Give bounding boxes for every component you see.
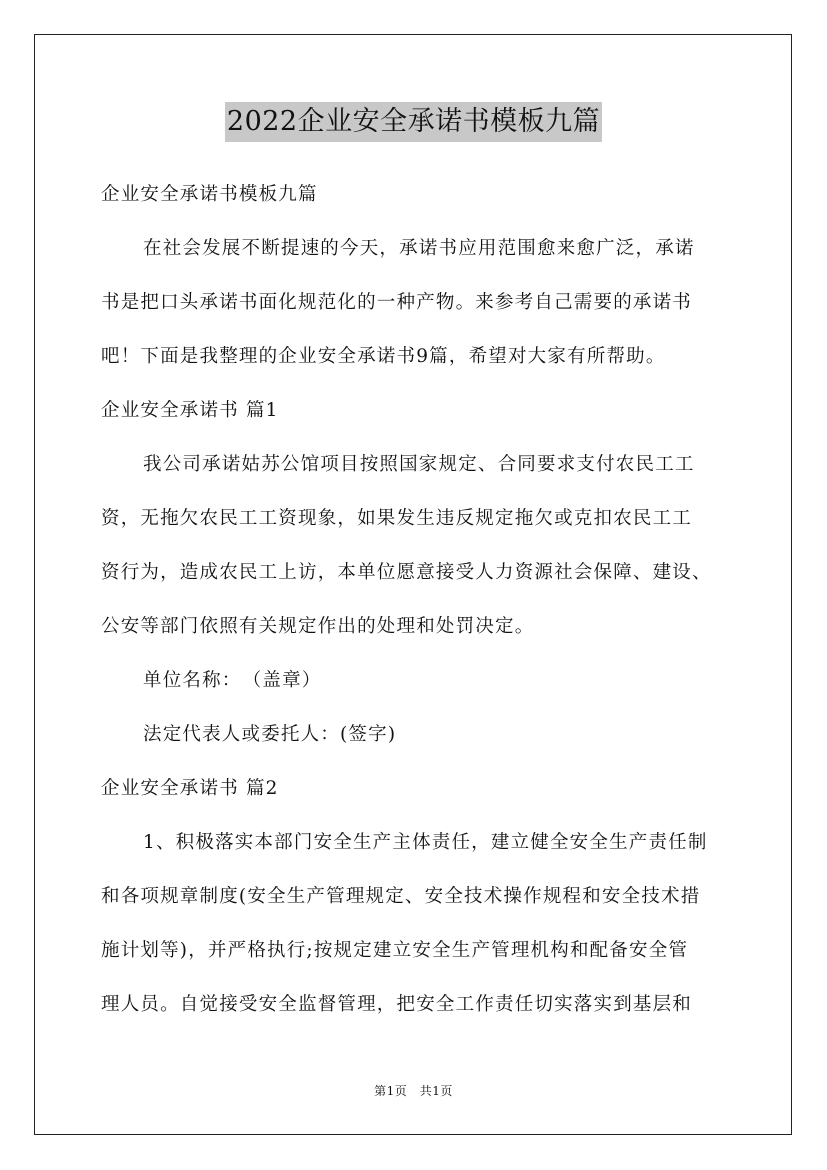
intro-line: 书是把口头承诺书面化规范化的一种产物。来参考自己需要的承诺书 [101, 292, 693, 313]
paragraph-line: 1、积极落实本部门安全生产主体责任，建立健全安全生产责任制 [143, 832, 708, 853]
section-heading: 企业安全承诺书 篇1 [101, 400, 279, 421]
intro-line: 在社会发展不断提速的今天，承诺书应用范围愈来愈广泛，承诺 [143, 238, 695, 259]
section-heading: 企业安全承诺书 篇2 [101, 778, 279, 799]
paragraph-line: 公安等部门依照有关规定作出的处理和处罚决定。 [101, 616, 535, 637]
page-number-footer: 第1页 共1页 [374, 1084, 453, 1098]
paragraph-line: 资行为，造成农民工上访，本单位愿意接受人力资源社会保障、建设、 [101, 562, 712, 583]
paragraph-line: 和各项规章制度(安全生产管理规定、安全技术操作规程和安全技术措 [101, 886, 701, 907]
title-container [0, 102, 827, 142]
intro-line: 吧！下面是我整理的企业安全承诺书9篇，希望对大家有所帮助。 [101, 346, 666, 367]
paragraph-line: 资，无拖欠农民工工资现象，如果发生违反规定拖欠或克扣农民工工 [101, 508, 693, 529]
document-title: 2022企业安全承诺书模板九篇 [225, 102, 602, 142]
unit-name-field: 单位名称： （盖章） [143, 670, 322, 691]
paragraph-line: 理人员。自觉接受安全监督管理，把安全工作责任切实落实到基层和 [101, 994, 693, 1015]
document-subtitle: 企业安全承诺书模板九篇 [101, 184, 318, 205]
paragraph-line: 施计划等)，并严格执行;按规定建立安全生产管理机构和配备安全管 [101, 940, 689, 961]
paragraph-line: 我公司承诺姑苏公馆项目按照国家规定、合同要求支付农民工工 [143, 454, 695, 475]
representative-field: 法定代表人或委托人：(签字) [143, 724, 397, 745]
